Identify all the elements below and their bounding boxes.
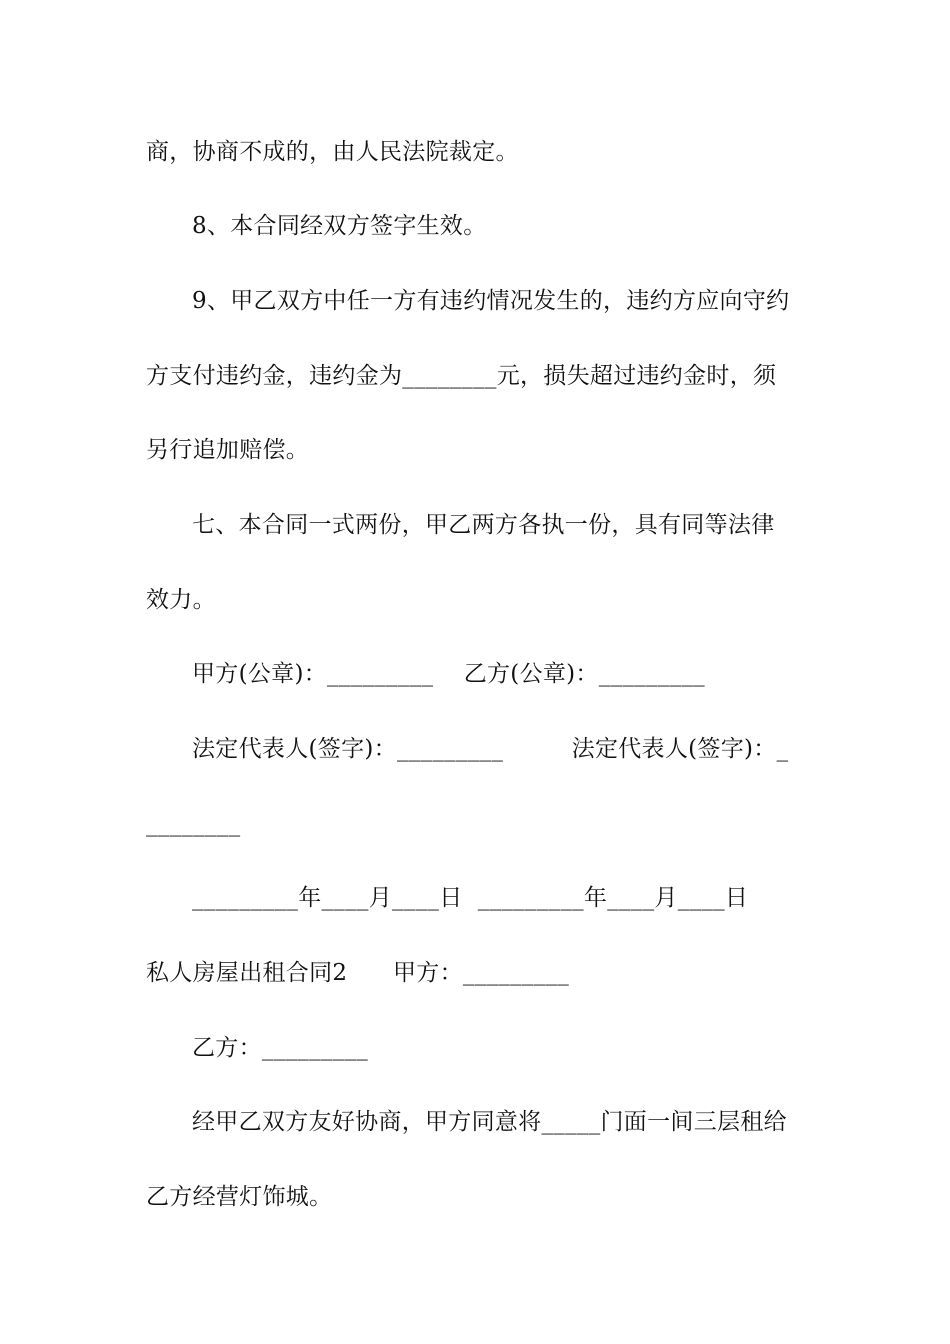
date-line: _________年____月____日 _________年____月____日: [192, 885, 749, 911]
signature-line-representative: 法定代表人(签字)：_________ 法定代表人(签字)：_: [192, 736, 789, 762]
text-line-6: 七、本合同一式两份，甲乙两方各执一份，具有同等法律: [192, 512, 775, 538]
text-line-1: 商，协商不成的，由人民法院裁定。: [146, 139, 519, 165]
text-line-7: 效力。: [146, 587, 216, 613]
text-line-5: 另行追加赔偿。: [146, 437, 310, 463]
signature-line-seal: 甲方(公章)：_________ 乙方(公章)：_________: [192, 661, 705, 687]
text-line-15: 乙方经营灯饰城。: [146, 1184, 333, 1210]
text-line-14: 经甲乙双方友好协商，甲方同意将_____门面一间三层租给: [192, 1109, 787, 1135]
signature-line-continued: ________: [146, 811, 241, 837]
party-b-line: 乙方：_________: [192, 1035, 369, 1061]
contract-title-line: 私人房屋出租合同2 甲方：_________: [146, 960, 570, 986]
text-line-3: 9、甲乙双方中任一方有违约情况发生的，违约方应向守约: [192, 288, 790, 314]
text-line-2: 8、本合同经双方签字生效。: [192, 213, 487, 239]
text-line-4: 方支付违约金，违约金为________元，损失超过违约金时，须: [146, 363, 777, 389]
